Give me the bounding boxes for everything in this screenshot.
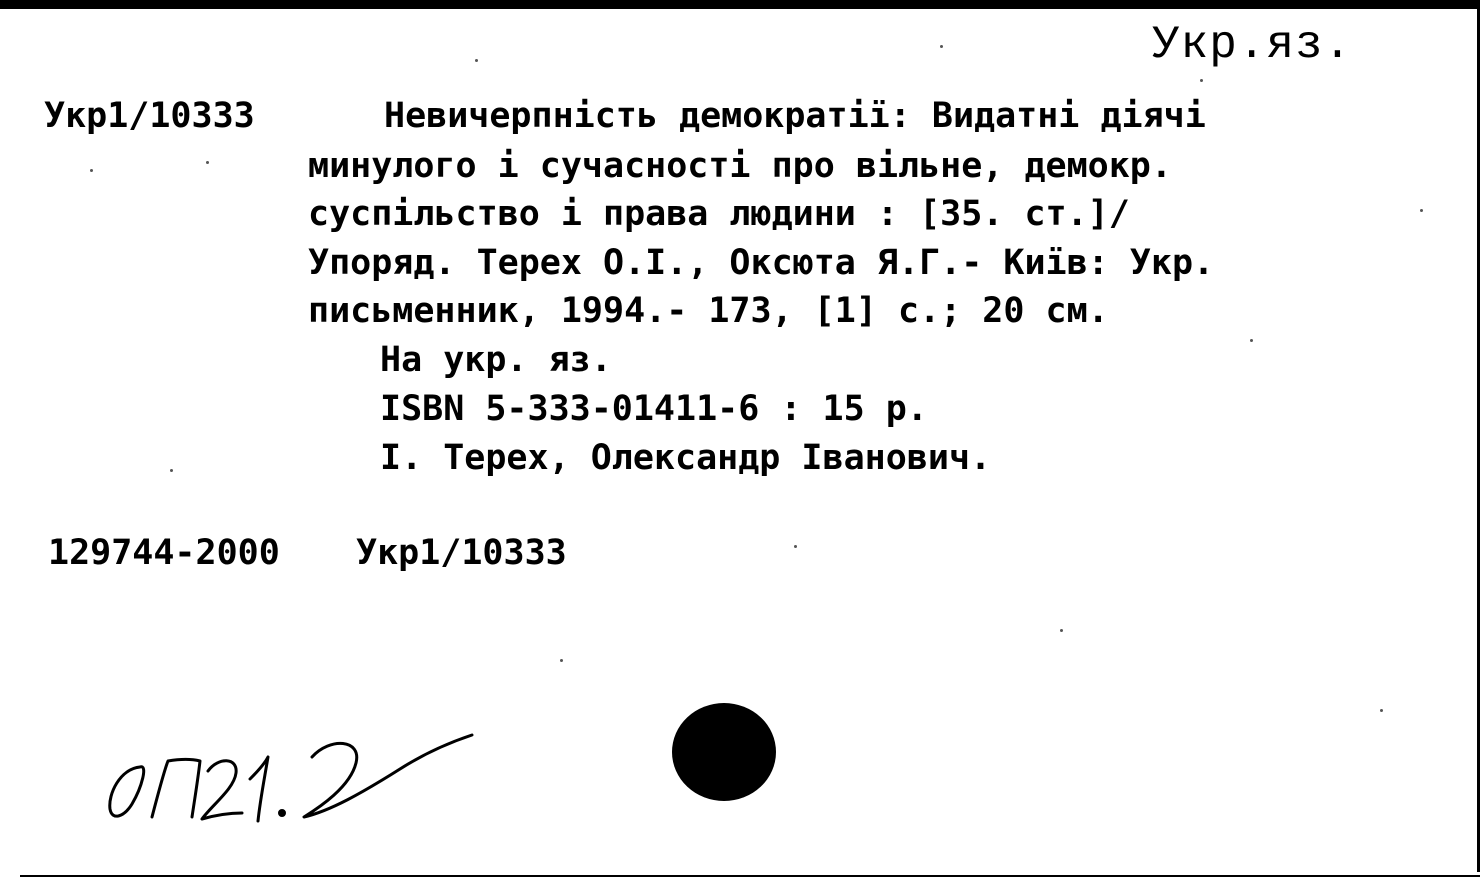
- language-tag: Укр.яз.: [1152, 19, 1353, 71]
- description-line-2: минулого і сучасності про вільне, демокр.: [308, 146, 1172, 186]
- isbn-line: ISBN 5-333-01411-6 : 15 р.: [380, 389, 928, 429]
- handwritten-code-signature: [100, 709, 490, 839]
- description-line-1: Невичерпність демократії: Видатні діячі: [384, 96, 1206, 136]
- description-line-3: суспільство і права людини : [35. ст.]/: [308, 194, 1130, 234]
- description-line-5: письменник, 1994.- 173, [1] с.; 20 см.: [308, 291, 1109, 331]
- accession-number: 129744-2000: [48, 533, 280, 573]
- language-note: На укр. яз.: [380, 340, 612, 380]
- card-punch-hole: [672, 703, 776, 801]
- added-entry: I. Терех, Олександр Іванович.: [380, 438, 992, 478]
- call-number: Укр1/10333: [44, 96, 255, 136]
- accession-call-number: Укр1/10333: [356, 533, 567, 573]
- description-line-4: Упоряд. Терех О.І., Оксюта Я.Г.- Київ: Укр.: [308, 243, 1215, 283]
